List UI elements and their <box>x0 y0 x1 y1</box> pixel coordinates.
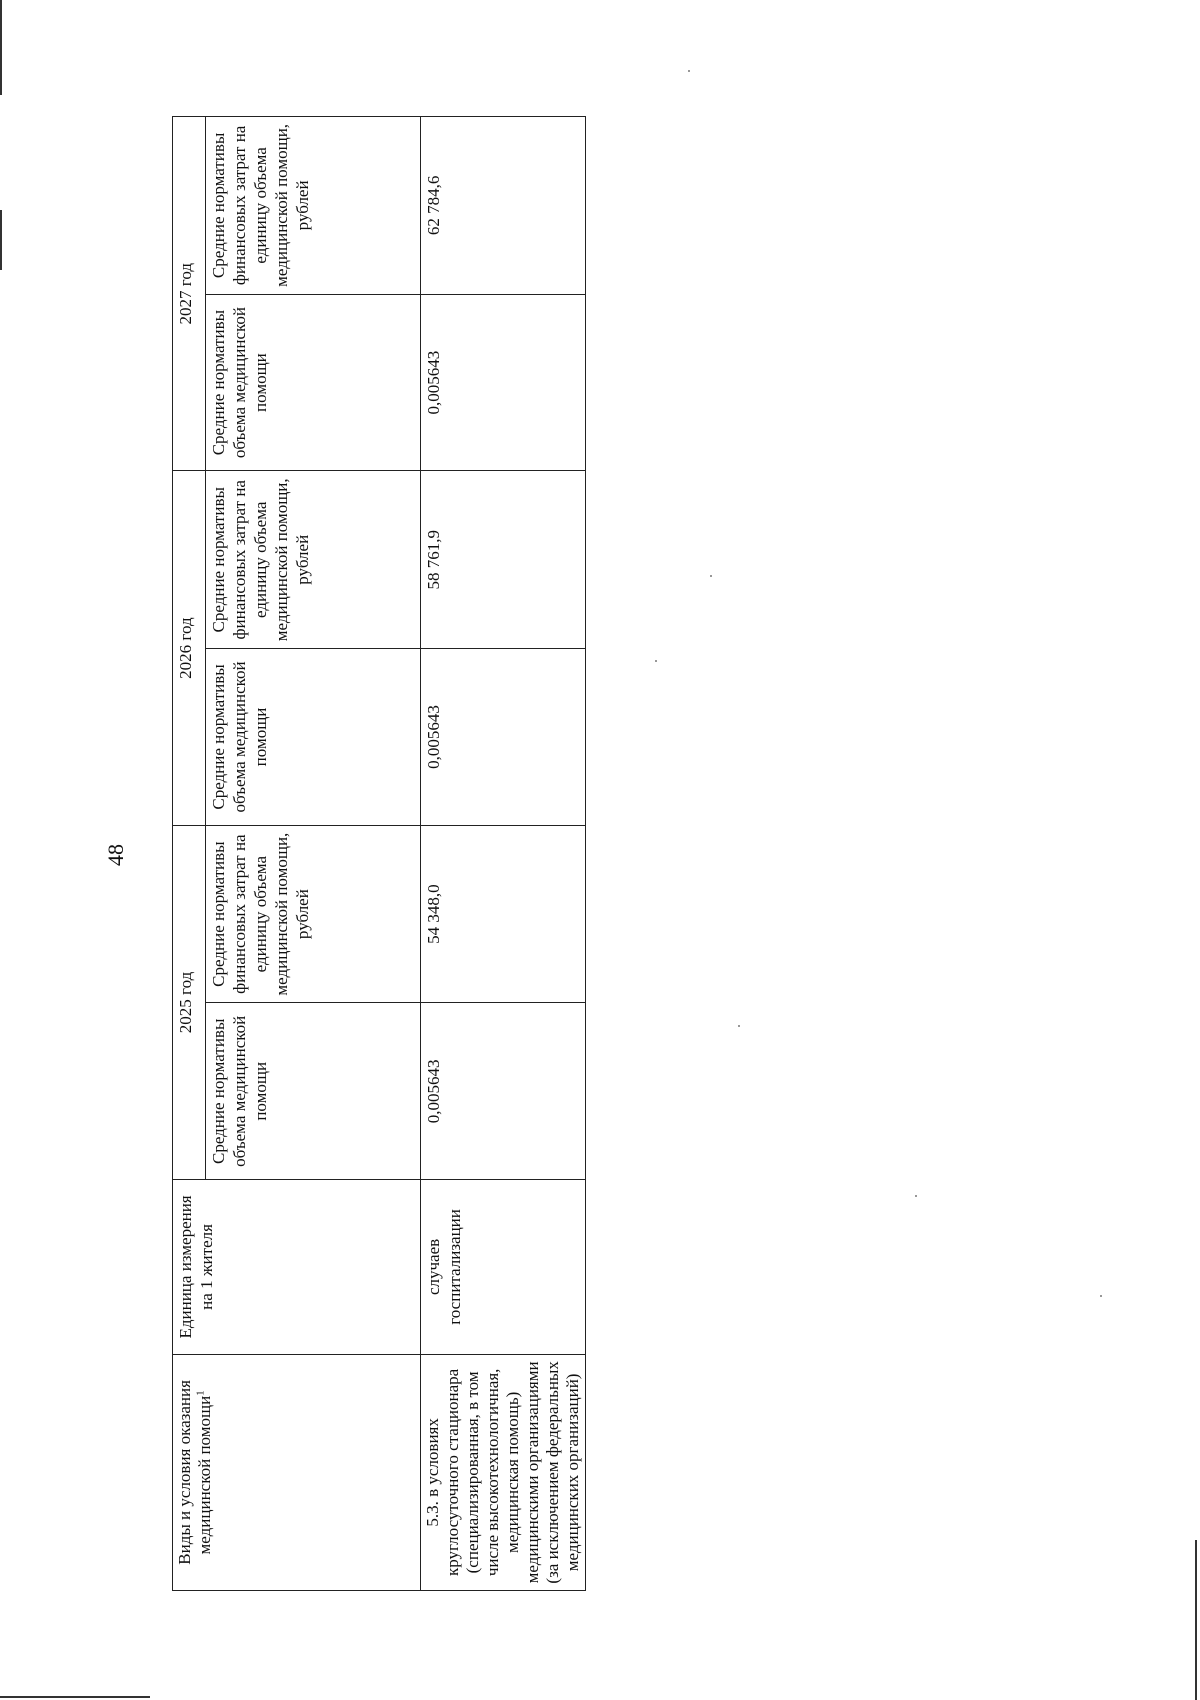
header-2025-finance: Средние нормативы финансовых затрат на единицу объема медицинской помощи, рублей <box>206 825 421 1003</box>
header-2026-volume: Средние нормативы объема медицинской помощи <box>206 649 421 826</box>
header-kind-footnote: 1 <box>194 1390 207 1396</box>
scan-speck <box>915 1195 917 1197</box>
cell-kind: 5.3. в условиях круглосуточного стационара (специализированная, в том числе высокотехнологичная, медицинская помощь) медицинскими организациями (за исключением федеральных медицинских организаций) <box>421 1354 586 1590</box>
cell-2025-volume: 0,005643 <box>421 1003 586 1180</box>
table-wrapper <box>172 116 582 1591</box>
header-2025-volume: Средние нормативы объема медицинской помощи <box>206 1003 421 1180</box>
header-year-2026: 2026 год <box>173 471 206 825</box>
cell-2026-finance: 58 761,9 <box>421 471 586 649</box>
scan-speck <box>1100 1295 1102 1297</box>
header-kind <box>173 1354 421 1590</box>
table-rotated <box>172 116 582 1591</box>
page-number: 48 <box>103 844 128 866</box>
header-unit: Единица измерения на 1 жителя <box>173 1180 421 1355</box>
cell-2026-volume: 0,005643 <box>421 649 586 826</box>
scan-speck <box>710 575 712 577</box>
header-year-2027: 2027 год <box>173 117 206 471</box>
cell-2027-finance: 62 784,6 <box>421 117 586 295</box>
scan-edge-right <box>1195 1540 1197 1700</box>
header-2027-finance: Средние нормативы финансовых затрат на единицу объема медицинской помощи, рублей <box>206 117 421 295</box>
scan-edge-left <box>0 0 2 95</box>
scan-edge-bottom <box>0 1696 150 1698</box>
cell-unit: случаев госпитализации <box>421 1180 586 1355</box>
cell-2025-finance: 54 348,0 <box>421 825 586 1003</box>
header-2027-volume: Средние нормативы объема медицинской помощи <box>206 294 421 471</box>
cell-2027-volume: 0,005643 <box>421 294 586 471</box>
scan-speck <box>688 70 690 72</box>
header-2026-finance: Средние нормативы финансовых затрат на единицу объема медицинской помощи, рублей <box>206 471 421 649</box>
norms-table <box>172 116 586 1591</box>
header-row-years <box>173 117 206 1591</box>
header-year-2025: 2025 год <box>173 825 206 1179</box>
scan-speck <box>655 660 657 662</box>
scan-edge-left-lower <box>0 210 2 270</box>
table-row <box>421 117 586 1591</box>
header-kind-label: Виды и условия оказания медицинской помощи <box>175 1380 214 1565</box>
scan-speck <box>738 1025 740 1027</box>
